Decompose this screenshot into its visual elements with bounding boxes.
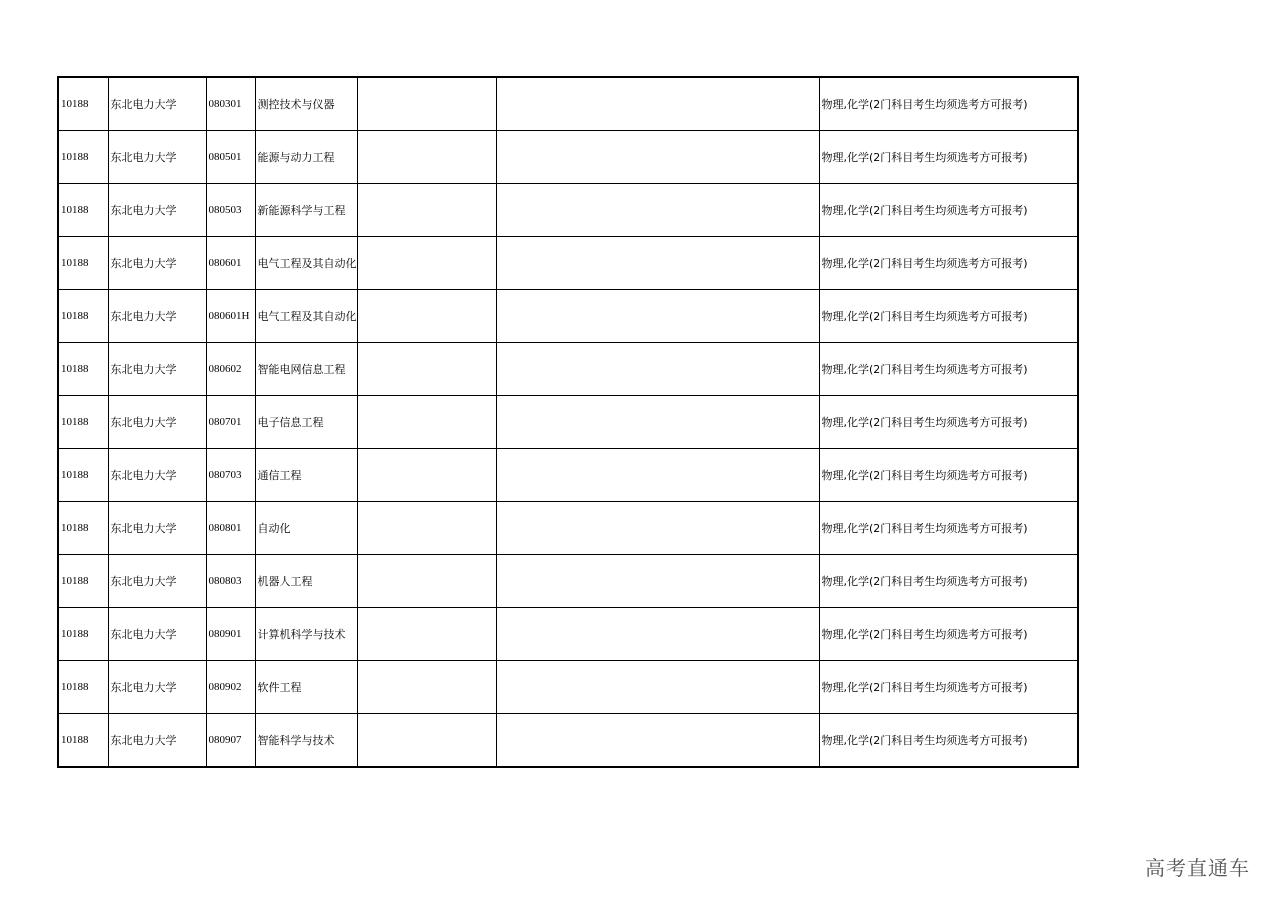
empty-cell: [357, 502, 496, 555]
table-body: [58, 77, 1078, 767]
major-name-cell: 新能源科学与工程: [255, 184, 357, 237]
school-code-cell: 10188: [58, 502, 108, 555]
major-name-cell: 自动化: [255, 502, 357, 555]
empty-cell: [357, 396, 496, 449]
subject-requirement-cell: 物理,化学(2门科目考生均须选考方可报考): [819, 449, 1078, 502]
subject-requirement-cell: 物理,化学(2门科目考生均须选考方可报考): [819, 396, 1078, 449]
major-name-cell: 测控技术与仪器: [255, 77, 357, 131]
table-row: [58, 290, 1078, 343]
empty-cell: [496, 555, 819, 608]
major-name-cell: 智能电网信息工程: [255, 343, 357, 396]
subject-requirement-cell: 物理,化学(2门科目考生均须选考方可报考): [819, 502, 1078, 555]
major-name-cell: 电子信息工程: [255, 396, 357, 449]
table-row: [58, 77, 1078, 131]
school-code-cell: 10188: [58, 396, 108, 449]
major-code-cell: 080803: [206, 555, 255, 608]
empty-cell: [496, 608, 819, 661]
empty-cell: [496, 290, 819, 343]
school-code-cell: 10188: [58, 449, 108, 502]
school-name-cell: 东北电力大学: [108, 714, 206, 768]
school-name-cell: 东北电力大学: [108, 502, 206, 555]
major-code-cell: 080601H: [206, 290, 255, 343]
school-code-cell: 10188: [58, 290, 108, 343]
school-code-cell: 10188: [58, 555, 108, 608]
major-name-cell: 软件工程: [255, 661, 357, 714]
school-code-cell: 10188: [58, 661, 108, 714]
school-name-cell: 东北电力大学: [108, 237, 206, 290]
empty-cell: [496, 184, 819, 237]
school-code-cell: 10188: [58, 77, 108, 131]
school-code-cell: 10188: [58, 608, 108, 661]
majors-table: [57, 76, 1079, 768]
school-name-cell: 东北电力大学: [108, 290, 206, 343]
empty-cell: [496, 502, 819, 555]
subject-requirement-cell: 物理,化学(2门科目考生均须选考方可报考): [819, 608, 1078, 661]
empty-cell: [357, 449, 496, 502]
empty-cell: [357, 714, 496, 768]
major-name-cell: 能源与动力工程: [255, 131, 357, 184]
empty-cell: [496, 714, 819, 768]
empty-cell: [496, 77, 819, 131]
subject-requirement-cell: 物理,化学(2门科目考生均须选考方可报考): [819, 290, 1078, 343]
subject-requirement-cell: 物理,化学(2门科目考生均须选考方可报考): [819, 343, 1078, 396]
major-code-cell: 080801: [206, 502, 255, 555]
school-name-cell: 东北电力大学: [108, 184, 206, 237]
subject-requirement-cell: 物理,化学(2门科目考生均须选考方可报考): [819, 661, 1078, 714]
table-row: [58, 131, 1078, 184]
table-row: [58, 343, 1078, 396]
school-name-cell: 东北电力大学: [108, 449, 206, 502]
school-name-cell: 东北电力大学: [108, 343, 206, 396]
school-name-cell: 东北电力大学: [108, 661, 206, 714]
school-name-cell: 东北电力大学: [108, 608, 206, 661]
school-code-cell: 10188: [58, 131, 108, 184]
empty-cell: [496, 396, 819, 449]
empty-cell: [496, 237, 819, 290]
school-name-cell: 东北电力大学: [108, 396, 206, 449]
empty-cell: [496, 661, 819, 714]
empty-cell: [357, 290, 496, 343]
school-name-cell: 东北电力大学: [108, 77, 206, 131]
empty-cell: [357, 184, 496, 237]
empty-cell: [496, 343, 819, 396]
table-row: [58, 184, 1078, 237]
major-code-cell: 080301: [206, 77, 255, 131]
subject-requirement-cell: 物理,化学(2门科目考生均须选考方可报考): [819, 184, 1078, 237]
school-code-cell: 10188: [58, 343, 108, 396]
school-name-cell: 东北电力大学: [108, 131, 206, 184]
empty-cell: [357, 131, 496, 184]
table-row: [58, 608, 1078, 661]
table-row: [58, 661, 1078, 714]
empty-cell: [357, 237, 496, 290]
empty-cell: [357, 343, 496, 396]
major-name-cell: 智能科学与技术: [255, 714, 357, 768]
empty-cell: [496, 449, 819, 502]
school-code-cell: 10188: [58, 714, 108, 768]
subject-requirement-cell: 物理,化学(2门科目考生均须选考方可报考): [819, 237, 1078, 290]
table-row: [58, 555, 1078, 608]
subject-requirement-cell: 物理,化学(2门科目考生均须选考方可报考): [819, 131, 1078, 184]
major-name-cell: 通信工程: [255, 449, 357, 502]
major-code-cell: 080701: [206, 396, 255, 449]
subject-requirement-cell: 物理,化学(2门科目考生均须选考方可报考): [819, 77, 1078, 131]
major-code-cell: 080503: [206, 184, 255, 237]
table-row: [58, 396, 1078, 449]
major-code-cell: 080902: [206, 661, 255, 714]
school-code-cell: 10188: [58, 184, 108, 237]
empty-cell: [357, 661, 496, 714]
school-code-cell: 10188: [58, 237, 108, 290]
major-name-cell: 电气工程及其自动化: [255, 237, 357, 290]
empty-cell: [357, 555, 496, 608]
empty-cell: [496, 131, 819, 184]
empty-cell: [357, 608, 496, 661]
table-row: [58, 502, 1078, 555]
major-code-cell: 080602: [206, 343, 255, 396]
table-row: [58, 714, 1078, 768]
major-name-cell: 电气工程及其自动化: [255, 290, 357, 343]
watermark-text: 高考直通车: [1145, 856, 1250, 880]
major-code-cell: 080907: [206, 714, 255, 768]
major-code-cell: 080703: [206, 449, 255, 502]
subject-requirement-cell: 物理,化学(2门科目考生均须选考方可报考): [819, 555, 1078, 608]
subject-requirement-cell: 物理,化学(2门科目考生均须选考方可报考): [819, 714, 1078, 768]
table-row: [58, 449, 1078, 502]
major-name-cell: 计算机科学与技术: [255, 608, 357, 661]
major-name-cell: 机器人工程: [255, 555, 357, 608]
school-name-cell: 东北电力大学: [108, 555, 206, 608]
major-code-cell: 080501: [206, 131, 255, 184]
empty-cell: [357, 77, 496, 131]
table-row: [58, 237, 1078, 290]
major-code-cell: 080601: [206, 237, 255, 290]
major-code-cell: 080901: [206, 608, 255, 661]
